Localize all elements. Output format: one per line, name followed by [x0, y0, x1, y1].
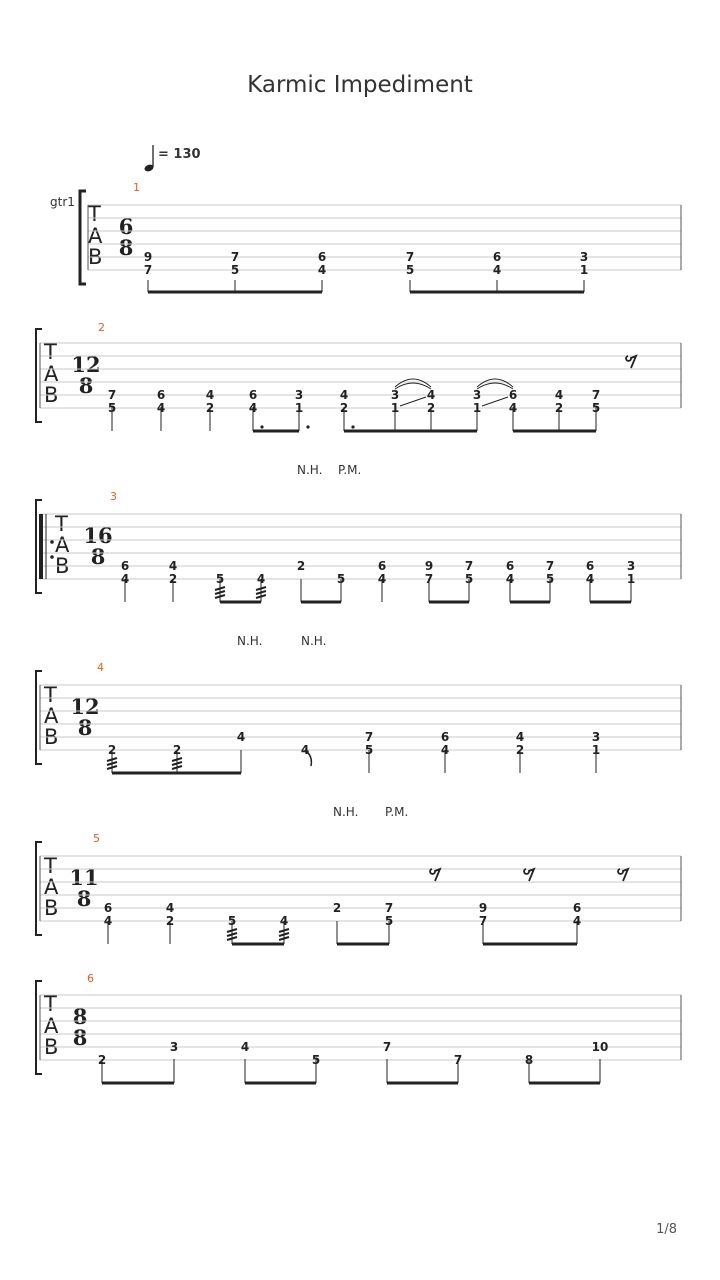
fret-number: 5	[311, 1053, 321, 1067]
measure-number: 6	[87, 972, 94, 985]
staff-lines	[88, 205, 681, 270]
fret-number: 2	[554, 401, 564, 415]
staff-lines	[40, 856, 681, 921]
quarter-note-icon	[143, 143, 157, 173]
fret-number: 9	[424, 559, 434, 573]
fret-number: 6	[248, 388, 258, 402]
natural-harmonic-label: N.H.	[297, 463, 323, 477]
palm-mute-label: P.M.	[338, 463, 362, 477]
tab-letter: T	[44, 683, 57, 707]
fret-number: 4	[103, 914, 113, 928]
tab-letter: A	[88, 224, 103, 248]
dot	[351, 425, 354, 428]
fret-number: 7	[382, 1040, 392, 1054]
tab-letter: A	[55, 533, 70, 557]
fret-number: 6	[585, 559, 595, 573]
fret-number: 4	[554, 388, 564, 402]
fret-number: 5	[336, 572, 346, 586]
fret-number: 5	[464, 572, 474, 586]
fret-number: 7	[464, 559, 474, 573]
eighth-rest-icon	[626, 356, 636, 368]
fret-number: 10	[591, 1040, 609, 1054]
tab-letter: T	[44, 992, 57, 1016]
fret-number: 2	[296, 559, 306, 573]
fret-number: 4	[240, 1040, 250, 1054]
fret-number: 6	[377, 559, 387, 573]
fret-number: 2	[339, 401, 349, 415]
fret-number: 9	[478, 901, 488, 915]
fret-number: 5	[364, 743, 374, 757]
eighth-rest-icon	[430, 869, 440, 881]
tempo-marking	[143, 143, 223, 173]
dot	[306, 425, 309, 428]
time-signature-top: 11	[69, 865, 99, 890]
fret-number: 4	[317, 263, 327, 277]
staff-lines	[40, 343, 681, 408]
track-label: gtr1	[50, 195, 75, 209]
fret-number: 6	[572, 901, 582, 915]
fret-number: 5	[107, 401, 117, 415]
tab-letter: T	[44, 854, 57, 878]
fret-number: 3	[390, 388, 400, 402]
tab-staff	[0, 315, 720, 435]
page-indicator: 1/8	[656, 1222, 677, 1237]
fret-number: 4	[256, 572, 266, 586]
fret-number: 4	[168, 559, 178, 573]
natural-harmonic-label: N.H.	[237, 634, 263, 648]
tab-letter: B	[88, 245, 103, 269]
tab-letter: B	[44, 725, 59, 749]
slide-line	[482, 397, 508, 406]
fret-number: 4	[505, 572, 515, 586]
fret-number: 5	[405, 263, 415, 277]
fret-number: 3	[591, 730, 601, 744]
tab-letter: B	[44, 896, 59, 920]
eighth-rest-icon	[524, 869, 534, 881]
fret-number: 2	[332, 901, 342, 915]
fret-number: 7	[424, 572, 434, 586]
tempo-value: = 130	[158, 147, 201, 162]
time-signature-bottom: 8	[118, 235, 134, 260]
fret-number: 2	[426, 401, 436, 415]
tab-staff	[0, 967, 720, 1087]
fret-number: 2	[172, 743, 182, 757]
fret-number: 4	[492, 263, 502, 277]
tab-letter: T	[55, 512, 68, 536]
tie-arc	[477, 383, 513, 389]
dot	[260, 425, 263, 428]
song-title: Karmic Impediment	[247, 72, 473, 98]
tab-staff	[0, 175, 720, 295]
measure-number: 3	[110, 490, 117, 503]
fret-number: 2	[168, 572, 178, 586]
fret-number: 4	[440, 743, 450, 757]
slide-line	[400, 397, 426, 406]
tab-letter: B	[55, 554, 70, 578]
fret-number: 1	[294, 401, 304, 415]
fret-number: 6	[508, 388, 518, 402]
staff-lines	[40, 685, 681, 750]
tab-system-3	[0, 455, 720, 605]
fret-number: 6	[103, 901, 113, 915]
fret-number: 4	[300, 743, 310, 757]
fret-number: 4	[377, 572, 387, 586]
time-signature-top: 8	[72, 1004, 88, 1029]
palm-mute-label: P.M.	[385, 805, 409, 819]
fret-number: 5	[227, 914, 237, 928]
fret-number: 6	[156, 388, 166, 402]
time-signature-bottom: 8	[76, 886, 92, 911]
system-bracket	[80, 191, 86, 284]
fret-number: 4	[236, 730, 246, 744]
fret-number: 1	[626, 572, 636, 586]
fret-number: 1	[472, 401, 482, 415]
fret-number: 5	[591, 401, 601, 415]
time-signature-bottom: 8	[78, 373, 94, 398]
tab-letter: A	[44, 704, 59, 728]
fret-number: 3	[472, 388, 482, 402]
fret-number: 4	[165, 901, 175, 915]
fret-number: 7	[230, 250, 240, 264]
time-signature-top: 12	[71, 352, 101, 377]
fret-number: 7	[545, 559, 555, 573]
tab-system-5	[0, 797, 720, 947]
repeat-dot	[50, 555, 54, 559]
fret-number: 7	[591, 388, 601, 402]
measure-number: 4	[97, 661, 104, 674]
fret-number: 6	[317, 250, 327, 264]
fret-number: 2	[97, 1053, 107, 1067]
fret-number: 7	[405, 250, 415, 264]
tab-system-2	[0, 315, 720, 435]
fret-number: 5	[215, 572, 225, 586]
fret-number: 8	[524, 1053, 534, 1067]
natural-harmonic-label: N.H.	[301, 634, 327, 648]
fret-number: 9	[143, 250, 153, 264]
fret-number: 2	[205, 401, 215, 415]
natural-harmonic-label: N.H.	[333, 805, 359, 819]
fret-number: 3	[579, 250, 589, 264]
tab-staff	[0, 626, 720, 776]
tab-system-6	[0, 967, 720, 1087]
fret-number: 4	[248, 401, 258, 415]
fret-number: 1	[591, 743, 601, 757]
tie-arc	[395, 383, 431, 389]
fret-number: 5	[230, 263, 240, 277]
staff-lines	[40, 995, 681, 1060]
time-signature-top: 6	[118, 214, 134, 239]
fret-number: 4	[515, 730, 525, 744]
fret-number: 7	[453, 1053, 463, 1067]
time-signature-top: 12	[70, 694, 100, 719]
repeat-dot	[50, 540, 54, 544]
eighth-rest-icon	[618, 869, 628, 881]
fret-number: 2	[165, 914, 175, 928]
tab-letter: A	[44, 362, 59, 386]
tab-staff	[0, 797, 720, 947]
fret-number: 1	[579, 263, 589, 277]
fret-number: 4	[572, 914, 582, 928]
fret-number: 7	[143, 263, 153, 277]
tab-letter: T	[44, 340, 57, 364]
fret-number: 4	[585, 572, 595, 586]
tab-letter: T	[88, 202, 101, 226]
time-signature-bottom: 8	[90, 544, 106, 569]
fret-number: 3	[169, 1040, 179, 1054]
fret-number: 4	[279, 914, 289, 928]
time-signature-bottom: 8	[77, 715, 93, 740]
fret-number: 6	[120, 559, 130, 573]
fret-number: 7	[478, 914, 488, 928]
fret-number: 3	[626, 559, 636, 573]
fret-number: 5	[384, 914, 394, 928]
tab-system-1	[0, 175, 720, 295]
measure-number: 2	[98, 321, 105, 334]
tab-letter: B	[44, 1035, 59, 1059]
fret-number: 4	[508, 401, 518, 415]
fret-number: 3	[294, 388, 304, 402]
fret-number: 4	[339, 388, 349, 402]
fret-number: 4	[156, 401, 166, 415]
measure-number: 1	[133, 181, 140, 194]
tab-staff	[0, 455, 720, 605]
fret-number: 7	[107, 388, 117, 402]
time-signature-bottom: 8	[72, 1025, 88, 1050]
fret-number: 5	[545, 572, 555, 586]
fret-number: 4	[120, 572, 130, 586]
tab-letter: A	[44, 875, 59, 899]
fret-number: 7	[364, 730, 374, 744]
fret-number: 7	[384, 901, 394, 915]
measure-number: 5	[93, 832, 100, 845]
fret-number: 2	[107, 743, 117, 757]
tab-system-4	[0, 626, 720, 776]
fret-number: 4	[205, 388, 215, 402]
fret-number: 1	[390, 401, 400, 415]
fret-number: 6	[505, 559, 515, 573]
fret-number: 6	[492, 250, 502, 264]
fret-number: 6	[440, 730, 450, 744]
time-signature-top: 16	[83, 523, 113, 548]
fret-number: 4	[426, 388, 436, 402]
tab-letter: A	[44, 1014, 59, 1038]
tab-letter: B	[44, 383, 59, 407]
fret-number: 2	[515, 743, 525, 757]
